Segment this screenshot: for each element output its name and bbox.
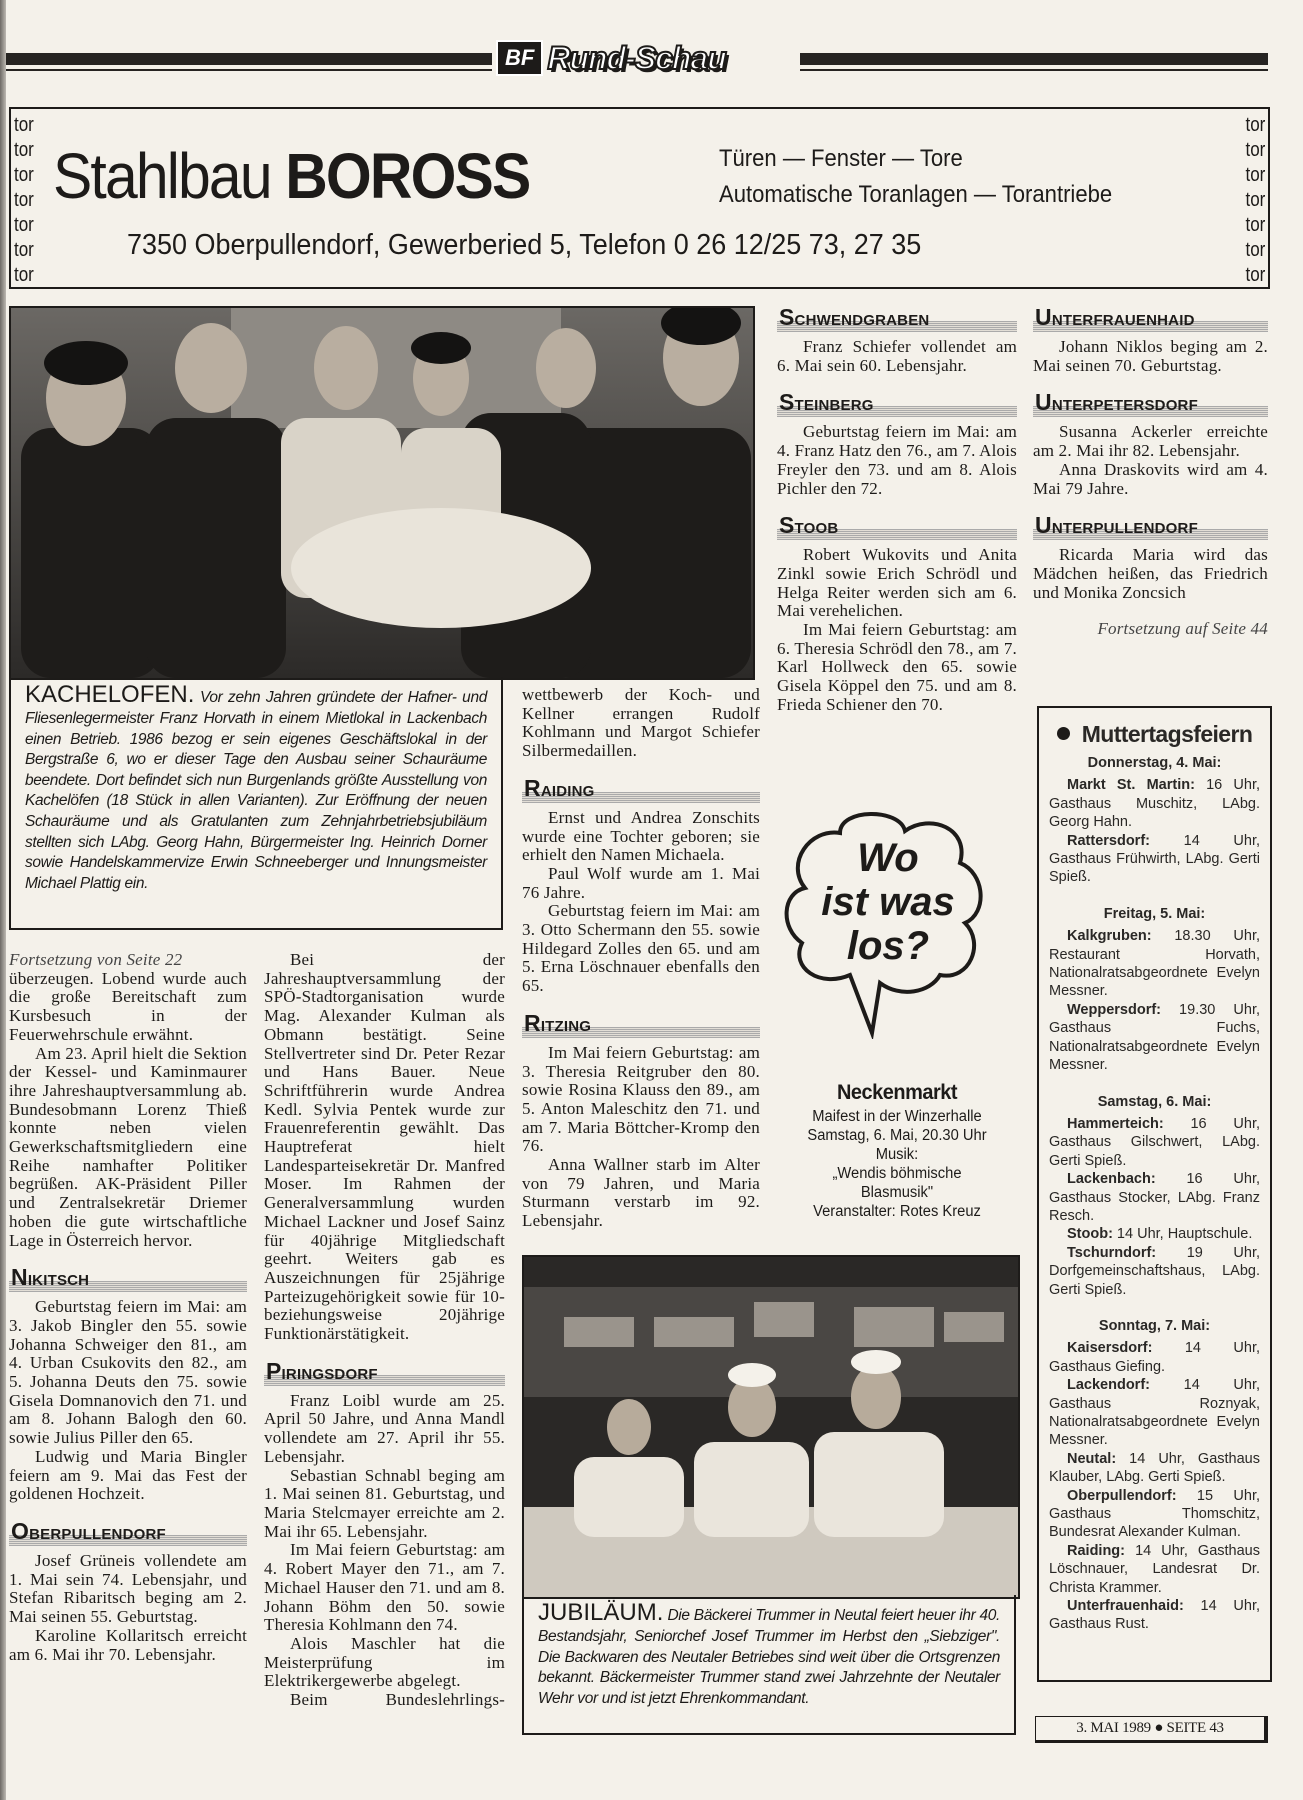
masthead-rule-right bbox=[788, 53, 1268, 65]
speech-bubble-icon bbox=[780, 803, 990, 1039]
entry-place: Unterfrauenhaid: bbox=[1067, 1598, 1184, 1615]
article-paragraph: Karoline Kollaritsch erreicht am 6. Mai ihr 70. Lebensjahr. bbox=[9, 1625, 247, 1664]
wo-ist-was-los-bubble bbox=[780, 803, 990, 1039]
tor-word: tor bbox=[1245, 264, 1265, 286]
entry-place: Neutal: bbox=[1067, 1450, 1117, 1467]
entry-details: 14 Uhr, Gasthaus Frühwirth, LAbg. Gerti Spieß. bbox=[1049, 832, 1260, 886]
article-paragraph: Alois Maschler hat die Meisterprüfung im Elektrikergewerbe abgelegt. bbox=[264, 1633, 505, 1691]
heading-piringsdorf: PIRINGSDORF bbox=[264, 1360, 505, 1386]
caption-lead: JUBILÄUM. bbox=[538, 1599, 664, 1626]
entry-place: Stoob: bbox=[1067, 1226, 1113, 1243]
logo-bf: BF bbox=[498, 42, 541, 74]
photo-baeckerei-trummer bbox=[522, 1255, 1020, 1599]
tor-column-left bbox=[14, 113, 34, 288]
column-2 bbox=[264, 951, 505, 1751]
entry-place: Lackenbach: bbox=[1067, 1171, 1156, 1188]
neckenmarkt-event bbox=[783, 1079, 1011, 1221]
heading-steinberg: STEINBERG bbox=[777, 391, 1017, 417]
masthead bbox=[6, 39, 1268, 76]
article-paragraph: Sebastian Schnabl beging am 1. Mai seinen 81. Geburtstag, und Maria Stelcmayer erreichte am 2. Mai ihr 65. Lebensjahr. bbox=[264, 1465, 505, 1541]
bubble-line-3: los? bbox=[846, 924, 930, 968]
schedule-entry bbox=[1049, 1376, 1260, 1450]
masthead-rule-left bbox=[6, 53, 492, 65]
schedule-day: Donnerstag, 4. Mai: bbox=[1087, 755, 1222, 771]
heading-unterpullendorf: UNTERPULLENDORF bbox=[1033, 514, 1268, 540]
article-paragraph: Susanna Ackerler erreichte am 2. Mai ihr 82. Lebensjahr. bbox=[1033, 422, 1268, 461]
event-line: „Wendis böhmische bbox=[832, 1165, 962, 1182]
article-paragraph: Johann Niklos beging am 2. Mai seinen 70. Geburtstag. bbox=[1033, 337, 1268, 375]
spacer bbox=[1049, 1299, 1260, 1317]
entry-details: 14 Uhr, Gasthaus Klauber, LAbg. Gerti Spieß. bbox=[1049, 1450, 1260, 1486]
continued-to: Fortsetzung auf Seite 44 bbox=[1097, 619, 1268, 639]
article-paragraph: Beim Bundeslehrlings- bbox=[290, 1690, 505, 1710]
ad-company-name bbox=[53, 139, 529, 213]
tor-word: tor bbox=[1245, 214, 1265, 236]
company-bold: BOROSS bbox=[285, 140, 530, 212]
article-paragraph: Am 23. April hielt die Sektion der Kessel- und Kaminmaurer ihre Jahreshauptversammlung ab. Bundesobmann Lorenz Thieß konnte neben vielen Gewerkschaftsmitgliedern eine Reihe namhafter Politiker begrüßen. AK-Präsident Piller und Zentralsekretär Driemer hoben die gute wirtschaftliche Lage in Österreich hervor. bbox=[9, 1043, 247, 1250]
spacer bbox=[1049, 887, 1260, 905]
caption-text: Vor zehn Jahren gründete der Hafner- und Fliesenlegermeister Franz Horvath in einem Mietlokal in Lackenbach einen Betrieb. 1986 bezog er sein eigenes Geschäftslokal in der Bergstraße 6, wo er dieser Tage den Ausbau seiner Schauräume beendete. Dort befindet sich nun Burgenlands größte Ausstellung von Kachelöfen (18 Stück in allen Varianten). Zur Eröffnung der neuen Schauräume und als Gratulanten zum Zehnjahrbetriebsjubiläum stellten sich LAbg. Georg Hahn, Bürgermeister Ing. Heinrich Dorner sowie Handelskammervize Erwin Schneeberger und Innungsmeister Michael Plattig ein. bbox=[25, 689, 487, 892]
entry-place: Raiding: bbox=[1067, 1542, 1125, 1559]
article-paragraph: Geburtstag feiern im Mai: am 4. Franz Hatz den 76., am 7. Alois Freyler den 73. und am 8. Alois Pichler den 72. bbox=[777, 422, 1017, 498]
schedule-entry bbox=[1049, 1339, 1260, 1376]
entry-details: 16 Uhr, Gasthaus Gilschwert, LAbg. Gerti Spieß. bbox=[1049, 1115, 1260, 1169]
article-paragraph: Im Mai feiern Geburtstag: am 3. Theresia Reitgruber den 80. sowie Rosina Klauss den 89., am 5. Anton Maleschitz den 71. und am 7. Maria Böttcher-Kromp den 76. bbox=[522, 1042, 760, 1156]
tor-word: tor bbox=[14, 214, 34, 236]
event-line: Samstag, 6. Mai, 20.30 Uhr bbox=[807, 1127, 987, 1144]
article-paragraph: Geburtstag feiern im Mai: am 3. Otto Schermann den 55. sowie Hildegard Zolles den 65. und am 5. Erna Löschnauer ebenfalls den 65. bbox=[522, 901, 760, 996]
column-5 bbox=[1033, 306, 1268, 691]
entry-details: 18.30 Uhr, Restaurant Horvath, Nationalratsabgeordnete Evelyn Messner. bbox=[1049, 928, 1260, 1000]
caption-text: Die Bäckerei Trummer in Neutal feiert heuer ihr 40. Bestandsjahr, Seniorchef Josef Trummer im Herbst den „Siebziger". Die Backwaren des Neutaler Betriebes sind weit über die Ortsgrenzen bekannt. Bäckermeister Trummer stand zwei Jahrzehnte der Neutaler Wehr vor und ist jetzt Ehrenkommandant. bbox=[538, 1607, 1000, 1707]
caption-kachelofen bbox=[9, 677, 503, 930]
caption-jubilaeum bbox=[522, 1595, 1016, 1735]
article-paragraph: Franz Schiefer vollendet am 6. Mai sein 60. Lebensjahr. bbox=[777, 337, 1017, 375]
event-line: Blasmusik" bbox=[860, 1184, 934, 1201]
column-1 bbox=[9, 951, 247, 1751]
ad-address: 7350 Oberpullendorf, Gewerberied 5, Telefon 0 26 12/25 73, 27 35 bbox=[127, 229, 922, 261]
muttertag-title-text: Muttertagsfeiern bbox=[1081, 721, 1253, 747]
entry-place: Kalkgruben: bbox=[1067, 928, 1152, 945]
tor-word: tor bbox=[1245, 114, 1265, 136]
muttertag-title bbox=[1049, 720, 1260, 748]
schedule-entry bbox=[1049, 832, 1260, 887]
ad-products: Türen — Fenster — Tore bbox=[719, 145, 963, 172]
article-paragraph: Paul Wolf wurde am 1. Mai 76 Jahre. bbox=[522, 863, 760, 902]
rundschau-logo bbox=[492, 40, 800, 76]
muttertagsfeiern-box bbox=[1037, 706, 1272, 1682]
entry-place: Kaisersdorf: bbox=[1067, 1340, 1153, 1357]
entry-details: 16 Uhr, Gasthaus Stocker, LAbg. Franz Resch. bbox=[1049, 1171, 1260, 1224]
masthead-thin-rule-left bbox=[6, 69, 492, 71]
bakery-photo-image bbox=[524, 1257, 1018, 1597]
entry-place: Weppersdorf: bbox=[1067, 1001, 1161, 1018]
entry-details: 16 Uhr, Gasthaus Muschitz, LAbg. Georg Hahn. bbox=[1049, 777, 1260, 831]
article-paragraph: Josef Grüneis vollendete am 1. Mai sein 74. Lebensjahr, und Stefan Ribaritsch beging am 2. Mai seinen 55. Geburtstag. bbox=[9, 1550, 247, 1627]
tor-word: tor bbox=[14, 139, 34, 161]
entry-details: 19.30 Uhr, Gasthaus Fuchs, Nationalratsabgeordnete Evelyn Messner. bbox=[1049, 1001, 1260, 1074]
logo-text: Rund-Schau bbox=[547, 39, 726, 76]
article-paragraph: Ludwig und Maria Bingler feiern am 9. Mai das Fest der goldenen Hochzeit. bbox=[9, 1446, 247, 1504]
tor-word: tor bbox=[1245, 239, 1265, 261]
article-paragraph: Im Mai feiern Geburtstag: am 6. Theresia Schrödl den 78., am 7. Karl Hollweck den 65. sowie Gisela Köppel den 75. und am 8. Frieda Schiener den 70. bbox=[777, 620, 1017, 714]
article-paragraph: wettbewerb der Koch- und Kellner errangen Rudolf Kohlmann und Margot Schiefer Silbermedaillen. bbox=[522, 686, 760, 761]
schedule-entry bbox=[1049, 1450, 1260, 1487]
heading-oberpullendorf: OBERPULLENDORF bbox=[9, 1520, 247, 1546]
entry-details: 14 Uhr, Gasthaus Löschnauer, Landesrat Dr. Christa Krammer. bbox=[1049, 1542, 1260, 1596]
schedule-day: Sonntag, 7. Mai: bbox=[1098, 1317, 1211, 1334]
entry-details: 19 Uhr, Dorfgemeinschaftshaus, LAbg. Gerti Spieß. bbox=[1049, 1244, 1260, 1298]
heading-schwendgraben: SCHWENDGRABEN bbox=[777, 306, 1017, 332]
heading-raiding: RAIDING bbox=[522, 777, 760, 803]
schedule-day: Freitag, 5. Mai: bbox=[1103, 905, 1206, 922]
article-paragraph: Geburtstag feiern im Mai: am 3. Jakob Bingler den 55. sowie Johanna Schweiger den 81., am 4. Urban Csukovits den 82., am 5. Johanna Deuts den 75. sowie Gisela Domnanovich den 71. und am 8. Johann Balogh den 60. sowie Julius Piller den 65. bbox=[9, 1297, 247, 1448]
tor-word: tor bbox=[14, 264, 34, 286]
tor-word: tor bbox=[1245, 139, 1265, 161]
article-paragraph: Anna Draskovits wird am 4. Mai 79 Jahre. bbox=[1033, 459, 1268, 498]
entry-details: 14 Uhr, Gasthaus Rust. bbox=[1049, 1598, 1260, 1633]
photo-kachelofen-group bbox=[9, 306, 755, 680]
group-photo-image bbox=[11, 308, 753, 678]
schedule-entry bbox=[1049, 776, 1260, 831]
entry-place: Hammerteich: bbox=[1067, 1115, 1164, 1132]
schedule-entry bbox=[1049, 1115, 1260, 1170]
event-line: Maifest in der Winzerhalle bbox=[812, 1108, 982, 1125]
stahlbau-boross-ad bbox=[9, 107, 1270, 289]
schedule-entry bbox=[1049, 1244, 1260, 1299]
schedule-entry bbox=[1049, 1597, 1260, 1634]
tor-word: tor bbox=[14, 189, 34, 211]
schedule-entry bbox=[1049, 1487, 1260, 1542]
spacer bbox=[1049, 1075, 1260, 1093]
article-paragraph: Franz Loibl wurde am 25. April 50 Jahre, und Anna Mandl vollendete am 27. April ihr 55. Lebensjahr. bbox=[264, 1390, 505, 1466]
ad-automation: Automatische Toranlagen — Torantriebe bbox=[719, 181, 1113, 208]
article-paragraph: Ernst und Andrea Zonschits wurde eine Tochter geboren; sie erhielt den Namen Michaela. bbox=[522, 807, 760, 865]
article-paragraph: Bei der Jahreshauptversammlung der SPÖ-Stadtorganisation wurde Mag. Alexander Kulman als Obmann bestätigt. Seine Stellvertreter sind Dr. Peter Rezar und Hans Bauer. Neue Schriftführerin wurde Andrea Kedl. Sylvia Pentek wurde zur Frauenreferentin gewählt. Das Hauptreferat hielt Landesparteisekretär Dr. Manfred Moser. Im Rahmen der Generalversammlung wurden Michael Lackner und Josef Sainz für 40jährige Mitgliedschaft geehrt. Weiters gab es Auszeichnungen für 25jährige Parteizugehörigkeit sowie für 10- beziehungsweise 20jährige Funktionärstätigkeit. bbox=[264, 951, 505, 1344]
masthead-thin-rule-right bbox=[788, 69, 1268, 71]
entry-details: 14 Uhr, Gasthaus Giefing. bbox=[1049, 1340, 1260, 1375]
schedule-entry bbox=[1049, 1542, 1260, 1597]
event-title: Neckenmarkt bbox=[836, 1081, 958, 1104]
page-binding-edge bbox=[0, 0, 6, 1800]
schedule-entry bbox=[1049, 927, 1260, 1001]
tor-column-right bbox=[1245, 113, 1265, 288]
entry-details: 14 Uhr, Hauptschule. bbox=[1112, 1226, 1253, 1243]
issue-date: 3. MAI 1989 bbox=[1076, 1720, 1151, 1736]
heading-unterpetersdorf: UNTERPETERSDORF bbox=[1033, 391, 1268, 417]
bubble-line-1: Wo bbox=[857, 836, 919, 880]
bullet-icon bbox=[1057, 727, 1070, 740]
page-footer bbox=[1035, 1716, 1268, 1743]
tor-word: tor bbox=[14, 114, 34, 136]
article-paragraph: Im Mai feiern Geburtstag: am 4. Robert Mayer den 71., am 7. Michael Hauser den 71. und am 8. Johann Böhm den 50. sowie Theresia Kohlmann den 74. bbox=[264, 1540, 505, 1635]
schedule-entry bbox=[1049, 1225, 1260, 1243]
caption-lead: KACHELOFEN. bbox=[25, 681, 195, 708]
page-number: SEITE 43 bbox=[1166, 1720, 1224, 1736]
continued-from: Fortsetzung von Seite 22 bbox=[9, 951, 183, 969]
bullet-icon: ● bbox=[1154, 1720, 1164, 1736]
column-4 bbox=[777, 306, 1017, 786]
heading-stoob: STOOB bbox=[777, 514, 1017, 540]
entry-place: Rattersdorf: bbox=[1067, 832, 1150, 849]
entry-details: 15 Uhr, Gasthaus Thomschitz, Bundesrat Alexander Kulman. bbox=[1049, 1487, 1260, 1541]
entry-place: Tschurndorf: bbox=[1067, 1244, 1157, 1261]
bubble-line-2: ist was bbox=[821, 880, 955, 924]
schedule-entry bbox=[1049, 1170, 1260, 1225]
entry-place: Oberpullendorf: bbox=[1067, 1487, 1177, 1504]
entry-place: Markt St. Martin: bbox=[1067, 777, 1195, 794]
heading-nikitsch: NIKITSCH bbox=[9, 1266, 247, 1292]
article-paragraph: Ricarda Maria wird das Mädchen heißen, das Friedrich und Monika Zoncsich bbox=[1033, 545, 1268, 602]
schedule-entry bbox=[1049, 1001, 1260, 1075]
column-3 bbox=[522, 686, 760, 1236]
tor-word: tor bbox=[1245, 189, 1265, 211]
article-paragraph: Anna Wallner starb im Alter von 79 Jahren, und Maria Sturmann verstarb im 92. Lebensjahr. bbox=[522, 1155, 760, 1231]
schedule-day: Samstag, 6. Mai: bbox=[1097, 1093, 1212, 1110]
entry-place: Lackendorf: bbox=[1067, 1377, 1150, 1394]
tor-word: tor bbox=[14, 239, 34, 261]
tor-word: tor bbox=[14, 164, 34, 186]
article-paragraph: Robert Wukovits und Anita Zinkl sowie Erich Schrödl und Helga Reiter werden sich am 6. Mai verehelichen. bbox=[777, 545, 1017, 621]
entry-details: 14 Uhr, Gasthaus Roznyak, Nationalratsabgeordnete Evelyn Messner. bbox=[1049, 1377, 1260, 1449]
article-paragraph: überzeugen. Lobend wurde auch die große Bereitschaft zum Kursbesuch in der Feuerwehrschule erwähnt. bbox=[9, 968, 247, 1044]
muttertag-schedule bbox=[1049, 754, 1260, 1634]
heading-ritzing: RITZING bbox=[522, 1012, 760, 1038]
tor-word: tor bbox=[1245, 164, 1265, 186]
heading-unterfrauenhaid: UNTERFRAUENHAID bbox=[1033, 306, 1268, 332]
event-line: Veranstalter: Rotes Kreuz bbox=[813, 1203, 981, 1220]
event-line: Musik: bbox=[875, 1146, 919, 1163]
company-light: Stahlbau bbox=[53, 140, 271, 212]
